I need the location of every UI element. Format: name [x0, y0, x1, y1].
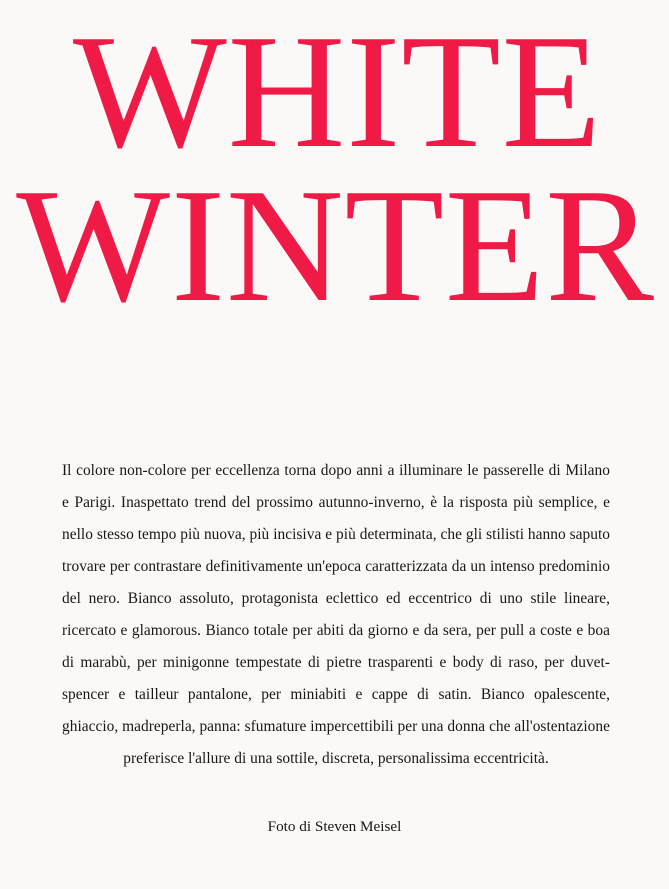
article-body	[62, 455, 610, 775]
photo-credit-text: Foto di Steven Meisel	[267, 818, 402, 835]
article-paragraph: Il colore non-colore per eccellenza torna dopo anni a illuminare le passerelle di Milano e Parigi. Inaspettato trend del prossimo autunno-inverno, è la risposta più semplice, e nello stesso tempo più nuova, più incisiva e più determinata, che gli stilisti hanno saputo trovare per contrastare definitivamente un'epoca caratterizzata da un intenso predominio del nero. Bianco assoluto, protagonista eclettico ed eccentrico di uno stile lineare, ricercato e glamorous. Bianco totale per abiti da giorno e da sera, per pull a coste e boa di marabù, per minigonne tempestate di pietre trasparenti e body di raso, per duvet-spencer e tailleur pantalone, per miniabiti e cappe di satin. Bianco opalescente, ghiaccio, madreperla, panna: sfumature impercettibili per una donna che all'ostentazione preferisce l'allure di una sottile, discreta, personalissima eccentricità.	[62, 462, 610, 768]
photo-credit	[0, 818, 669, 836]
headline-line-white: WHITE	[72, 2, 603, 182]
headline-line-winter: WINTER	[16, 156, 655, 337]
headline	[0, 2, 669, 337]
